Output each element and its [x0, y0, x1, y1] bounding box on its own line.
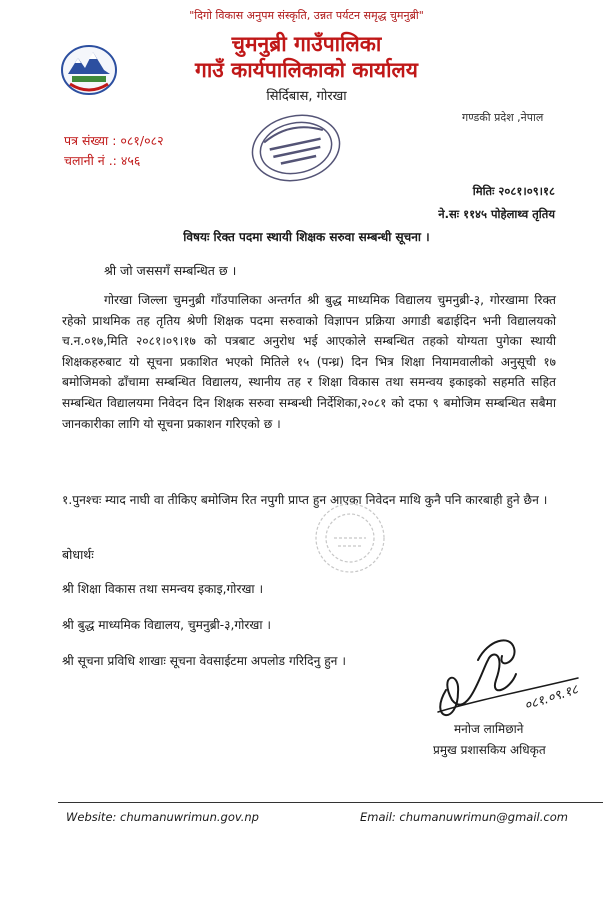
official-stamp-icon [244, 108, 348, 188]
svg-text:०८१.०९.१८: ०८१.०९.१८ [522, 682, 581, 714]
municipality-name: चुमनुब्री गाउँपालिका [231, 32, 382, 56]
footer-email: Email: chumanuwrimun@gmail.com [360, 810, 568, 824]
office-name: गाउँ कार्यपालिकाको कार्यालय [195, 58, 418, 82]
copy-recipient: श्री सूचना प्रविधि शाखाः सूचना वेवसाईटमा अपलोड गरिदिनु हुन । [62, 654, 346, 668]
dispatch-number: चलानी नं .: ४५६ [64, 153, 141, 168]
footer-divider [58, 802, 603, 803]
signer-title: प्रमुख प्रशासकिय अधिकृत [433, 743, 546, 757]
faded-stamp-icon [310, 498, 390, 578]
copy-recipient: श्री शिक्षा विकास तथा समन्वय इकाइ,गोरखा । [62, 582, 264, 596]
signer-name: मनोज लामिछाने [454, 722, 524, 736]
salutation: श्री जो जससगँ सम्बन्धित छ । [104, 263, 237, 278]
copy-to-label: बोधार्थः [62, 547, 94, 562]
copy-recipient: श्री बुद्ध माध्यमिक विद्यालय, चुमनुब्री-३,गोरखा । [62, 618, 271, 632]
province-label: गण्डकी प्रदेश ,नेपाल [462, 111, 544, 124]
motto: "दिगो विकास अनुपम संस्कृति, उन्नत पर्यटन समृद्ध चुमनुब्री" [189, 9, 424, 22]
office-location: सिर्दिबास, गोरखा [266, 89, 347, 104]
letter-subject: विषयः रिक्त पदमा स्थायी शिक्षक सरुवा सम्बन्धी सूचना । [183, 230, 430, 244]
letter-date: मितिः २०८१।०९।१८ [472, 184, 555, 198]
handwritten-signature-icon [418, 630, 588, 730]
letter-number: पत्र संख्या : ०८१/०८२ [64, 133, 164, 148]
nepal-sambat-date: ने.सः ११४५ पोहेलाथ्व तृतिय [438, 207, 555, 221]
footer-website: Website: chumanuwrimun.gov.np [66, 810, 259, 824]
notice-body: गोरखा जिल्ला चुमनुब्री गाँउपालिका अन्तर्गत श्री बुद्ध माध्यमिक विद्यालय चुमनुब्री-३, गोरखामा रिक्त रहेको प्राथमिक तह तृतिय श्रेणी शिक्षक पदमा सरुवाको विज्ञापन प्रक्रिया अगाडी बढाईदिन भनी विद्यालयको च.न.०१७,मिति २०८१।०९।१७ को पत्रबाट अनुरोध भई आएकोले सम्बन्धित तहको योग्यता पुगेका स्थायी शिक्षकहरुबाट यो सूचना प्रकाशित भएको मितिले १५ (पन्ध्र) दिन भित्र शिक्षा नियामवालीको अनुसूची १७ बमोजिमको ढाँचामा सम्बन्धित विद्यालय, स्थानीय तह र शिक्षा विकास तथा समन्वय इकाइको सहमति सहित सम्बन्धित विद्यालयमा निवेदन दिन शिक्षक सरुवा सम्बन्धी निर्देशिका,२०८१ को दफा ९ बमोजिम सम्बन्धित सबैमा जानकारीका लागि यो सूचना प्रकाशन गरिएको छ । [62, 293, 556, 431]
postscript-note: १.पुनश्चः म्याद नाघी वा तीकिए बमोजिम रित नपुगी प्राप्त हुन आएका निवेदन माथि कुनै पनि कारबाही हुने छैन । [62, 493, 548, 507]
